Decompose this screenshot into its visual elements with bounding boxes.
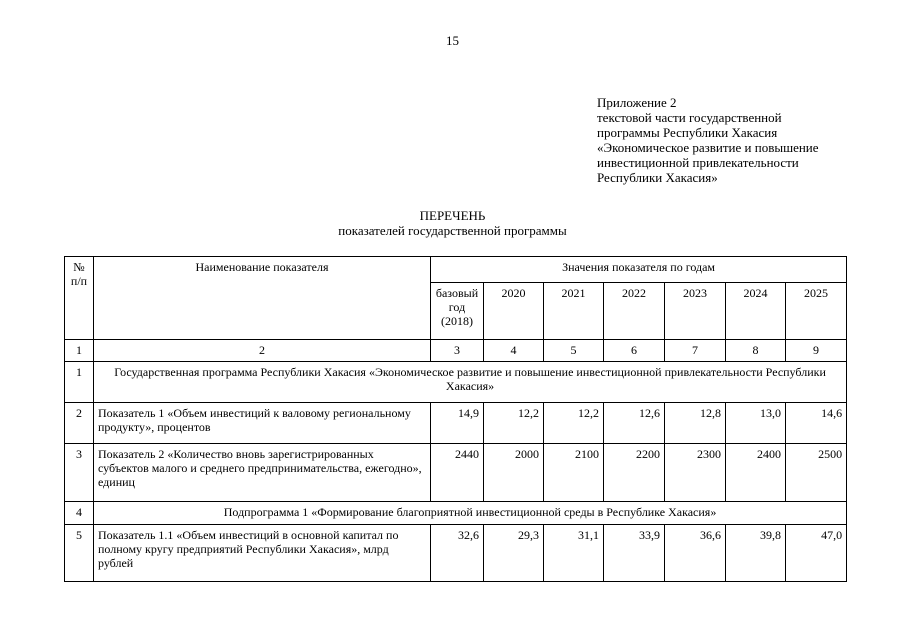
- header-year: 2025: [786, 283, 847, 340]
- header-values-group: Значения показателя по годам: [431, 257, 847, 283]
- document-title: [0, 208, 905, 238]
- column-number: 6: [604, 340, 665, 362]
- column-number: 9: [786, 340, 847, 362]
- appendix-line: программы Республики Хакасия: [597, 125, 778, 140]
- row-num: 3: [65, 444, 94, 502]
- appendix-line: текстовой части государственной: [597, 110, 782, 125]
- header-num: № п/п: [65, 257, 94, 340]
- appendix-line: Приложение 2: [597, 95, 677, 110]
- indicator-value: 32,6: [431, 525, 484, 582]
- row-num: 2: [65, 403, 94, 444]
- section-title: Государственная программа Республики Хакасия «Экономическое развитие и повышение инвестиционной привлекательности Республики Хакасия»: [94, 362, 847, 403]
- indicator-value: 2300: [665, 444, 726, 502]
- header-year: 2022: [604, 283, 665, 340]
- indicator-value: 2400: [726, 444, 786, 502]
- title-subheading: показателей государственной программы: [338, 223, 567, 238]
- page-number: 15: [446, 33, 459, 48]
- indicator-value: 12,8: [665, 403, 726, 444]
- table-row: [65, 502, 847, 525]
- table-row: [65, 525, 847, 582]
- indicator-name: Показатель 2 «Количество вновь зарегистрированных субъектов малого и среднего предпринимательства, ежегодно», единиц: [94, 444, 431, 502]
- row-num: 5: [65, 525, 94, 582]
- indicator-value: 2440: [431, 444, 484, 502]
- row-num: 4: [65, 502, 94, 525]
- table-row: [65, 362, 847, 403]
- indicator-name: Показатель 1.1 «Объем инвестиций в основной капитал по полному кругу предприятий Республики Хакасия», млрд рублей: [94, 525, 431, 582]
- indicator-value: 36,6: [665, 525, 726, 582]
- indicator-value: 12,2: [544, 403, 604, 444]
- column-numbers-row: [65, 340, 847, 362]
- indicator-name: Показатель 1 «Объем инвестиций к валовому региональному продукту», процентов: [94, 403, 431, 444]
- header-year: 2021: [544, 283, 604, 340]
- indicator-value: 2500: [786, 444, 847, 502]
- indicator-value: 14,9: [431, 403, 484, 444]
- indicator-value: 47,0: [786, 525, 847, 582]
- section-title: Подпрограмма 1 «Формирование благоприятной инвестиционной среды в Республике Хакасия»: [94, 502, 847, 525]
- table-row: [65, 403, 847, 444]
- indicator-value: 12,6: [604, 403, 665, 444]
- appendix-block: [597, 95, 819, 185]
- column-number: 1: [65, 340, 94, 362]
- indicator-value: 14,6: [786, 403, 847, 444]
- column-number: 8: [726, 340, 786, 362]
- appendix-line: инвестиционной привлекательности: [597, 155, 799, 170]
- header-year-base: базовый год (2018): [431, 283, 484, 340]
- indicator-value: 2000: [484, 444, 544, 502]
- indicator-value: 13,0: [726, 403, 786, 444]
- indicator-value: 39,8: [726, 525, 786, 582]
- column-number: 3: [431, 340, 484, 362]
- header-year: 2024: [726, 283, 786, 340]
- indicator-value: 12,2: [484, 403, 544, 444]
- column-number: 4: [484, 340, 544, 362]
- indicator-value: 2200: [604, 444, 665, 502]
- title-heading: ПЕРЕЧЕНЬ: [419, 208, 486, 223]
- indicator-value: 29,3: [484, 525, 544, 582]
- indicator-value: 31,1: [544, 525, 604, 582]
- indicators-table: [64, 256, 847, 582]
- column-number: 5: [544, 340, 604, 362]
- header-name: Наименование показателя: [94, 257, 431, 340]
- indicator-value: 33,9: [604, 525, 665, 582]
- header-year: 2023: [665, 283, 726, 340]
- appendix-line: «Экономическое развитие и повышение: [597, 140, 819, 155]
- header-year: 2020: [484, 283, 544, 340]
- row-num: 1: [65, 362, 94, 403]
- table-row: [65, 444, 847, 502]
- appendix-line: Республики Хакасия»: [597, 170, 718, 185]
- column-number: 2: [94, 340, 431, 362]
- column-number: 7: [665, 340, 726, 362]
- indicator-value: 2100: [544, 444, 604, 502]
